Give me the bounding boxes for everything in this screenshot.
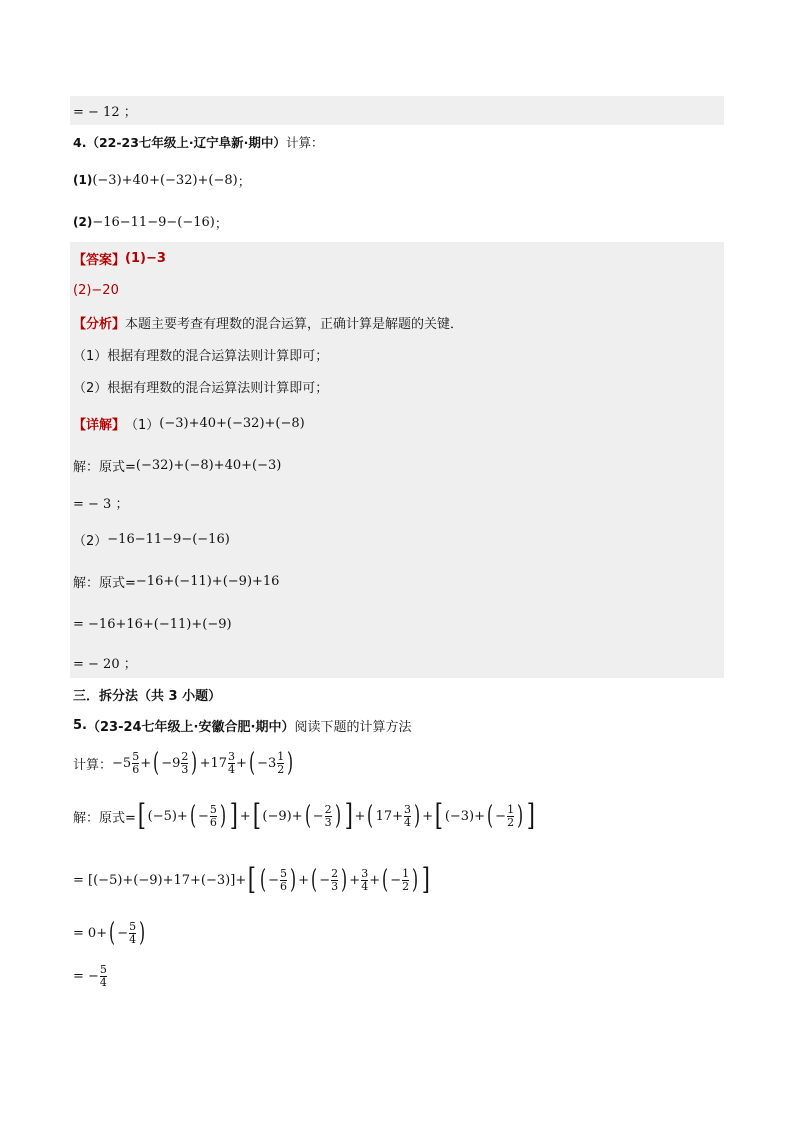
plus-sign: + bbox=[140, 755, 152, 771]
minus-sign: − bbox=[268, 872, 280, 888]
fraction-1-2: $\frac{1}{2}$ bbox=[507, 802, 515, 829]
question-5-number: 5. bbox=[73, 717, 87, 733]
detail-tag: 【详解】 bbox=[73, 417, 126, 433]
fraction-5-6: $\frac{5}{6}$ bbox=[280, 866, 288, 893]
left-bracket: [ bbox=[252, 798, 261, 833]
plus-sign: + bbox=[298, 872, 310, 888]
zero: 0 bbox=[87, 925, 97, 941]
q5-calc-prefix: 计算： bbox=[73, 757, 113, 773]
detail-part2-label: （2） bbox=[73, 533, 108, 549]
left-paren: ( bbox=[189, 801, 196, 831]
right-paren: ) bbox=[139, 918, 146, 948]
q5-calc-expression bbox=[112, 750, 295, 776]
question-5-step-3 bbox=[70, 914, 724, 952]
right-paren: ) bbox=[341, 865, 348, 895]
fraction-5-6: $\frac{5}{6}$ bbox=[209, 802, 217, 829]
analysis-text: 本题主要考查有理数的混合运算，正确计算是解题的关键． bbox=[125, 316, 464, 332]
question-5-calculation bbox=[70, 744, 724, 782]
left-paren: ( bbox=[304, 801, 311, 831]
plus-sign: +17 bbox=[199, 755, 228, 771]
q4-part1-expression: (−3)+40+(−32)+(−8) bbox=[92, 172, 238, 188]
detail-solution-2 bbox=[70, 560, 724, 602]
detail-result-2 bbox=[70, 646, 724, 678]
fraction-3-4: $\frac{3}{4}$ bbox=[228, 749, 236, 776]
q4-part1-label: (1) bbox=[73, 173, 93, 187]
plus-sign: + bbox=[349, 872, 361, 888]
left-paren: ( bbox=[153, 748, 160, 778]
q4-part1-end: ； bbox=[237, 174, 251, 190]
detail-solution-2-expression: −16+(−11)+(−9)+16 bbox=[135, 573, 280, 589]
fraction-5-6: $\frac{5}{6}$ bbox=[132, 749, 140, 776]
plus-sign: + bbox=[354, 808, 366, 824]
fraction-2-3: $\frac{2}{3}$ bbox=[331, 866, 339, 893]
analysis-point-1-text: （1）根据有理数的混合运算法则计算即可； bbox=[73, 348, 329, 364]
q4-part2-end: ； bbox=[214, 216, 228, 232]
equals-sign: = bbox=[73, 872, 89, 888]
right-paren: ) bbox=[517, 801, 524, 831]
term-neg-3: −3 bbox=[257, 755, 277, 771]
answer-line-1 bbox=[70, 242, 724, 274]
term: (−9)+ bbox=[262, 808, 303, 824]
plus-sign: + bbox=[422, 808, 434, 824]
detail-part2-expression: −16−11−9−(−16) bbox=[107, 531, 230, 547]
section-3-title bbox=[70, 682, 724, 706]
term: 17+ bbox=[375, 808, 404, 824]
term-neg-9: −9 bbox=[161, 755, 181, 771]
right-paren: ) bbox=[414, 801, 421, 831]
left-paren: ( bbox=[382, 865, 389, 895]
minus-sign: − bbox=[319, 872, 331, 888]
detail-part1-label: （1） bbox=[125, 417, 160, 433]
section-3-title-text: 三．拆分法（共 3 小题） bbox=[73, 688, 222, 704]
detail-line bbox=[70, 402, 724, 444]
left-paren: ( bbox=[259, 865, 267, 895]
question-5-step-4 bbox=[70, 958, 724, 994]
q5-step-3-expression bbox=[73, 920, 147, 946]
answer-1: (1)−3 bbox=[125, 250, 166, 266]
fraction-1-2: $\frac{1}{2}$ bbox=[402, 866, 410, 893]
q5-step-4-expression bbox=[73, 964, 108, 989]
fraction-5-4: $\frac{5}{4}$ bbox=[99, 962, 107, 989]
detail-part-2 bbox=[70, 518, 724, 560]
plus-sign: + bbox=[235, 872, 247, 888]
question-4-part-1 bbox=[70, 166, 724, 194]
plus-sign: + bbox=[369, 872, 381, 888]
question-4-header bbox=[70, 129, 724, 155]
q4-part2-expression: −16−11−9−(−16) bbox=[92, 214, 215, 230]
question-5-header bbox=[70, 713, 724, 737]
analysis-tag: 【分析】 bbox=[73, 316, 126, 332]
right-paren: ) bbox=[412, 865, 419, 895]
right-paren: ) bbox=[290, 865, 297, 895]
q4-part2-label: (2) bbox=[73, 215, 93, 229]
analysis-point-1 bbox=[70, 338, 724, 370]
detail-solution-1-prefix: 解：原式= bbox=[73, 459, 136, 475]
term: (−5)+ bbox=[147, 808, 188, 824]
detail-step-2-text: = −16+16+(−11)+(−9) bbox=[73, 616, 232, 632]
equals-sign: = − bbox=[73, 968, 99, 984]
left-paren: ( bbox=[248, 748, 256, 778]
fraction-2-3: $\frac{2}{3}$ bbox=[324, 802, 332, 829]
left-paren: ( bbox=[109, 918, 116, 948]
detail-result-1-text: = − 3 ； bbox=[73, 496, 129, 512]
answer-line-2 bbox=[70, 274, 724, 306]
minus-sign: − bbox=[312, 808, 324, 824]
question-5-step-2 bbox=[70, 858, 724, 902]
question-4-part-2 bbox=[70, 208, 724, 236]
question-4-number: 4. bbox=[73, 134, 87, 150]
analysis-line bbox=[70, 306, 724, 338]
right-bracket: ] bbox=[229, 798, 239, 833]
left-paren: ( bbox=[311, 865, 318, 895]
right-paren: ) bbox=[219, 801, 227, 831]
q5-step-2-expression bbox=[73, 862, 432, 897]
analysis-point-2-text: （2）根据有理数的混合运算法则计算即可； bbox=[73, 380, 329, 396]
detail-solution-1 bbox=[70, 444, 724, 486]
question-5-task: 阅读下题的计算方法 bbox=[294, 719, 412, 735]
previous-result-line bbox=[70, 96, 724, 125]
plus-sign: + bbox=[96, 925, 108, 941]
right-paren: ) bbox=[191, 748, 198, 778]
left-bracket: [ bbox=[137, 798, 146, 833]
answer-2: (2)−20 bbox=[73, 282, 119, 298]
minus-sign: − bbox=[197, 808, 209, 824]
fraction-2-3: $\frac{2}{3}$ bbox=[181, 749, 189, 776]
plus-sign: + bbox=[236, 755, 247, 771]
plus-sign: + bbox=[239, 808, 251, 824]
fraction-1-2: $\frac{1}{2}$ bbox=[277, 749, 285, 776]
fraction-5-4: $\frac{5}{4}$ bbox=[129, 919, 137, 946]
previous-result: = − 12 ； bbox=[73, 105, 137, 120]
detail-solution-1-expression: (−32)+(−8)+40+(−3) bbox=[135, 457, 282, 473]
left-bracket: [ bbox=[434, 798, 444, 833]
fraction-3-4: $\frac{3}{4}$ bbox=[361, 866, 369, 893]
left-paren: ( bbox=[487, 801, 494, 831]
detail-result-1 bbox=[70, 486, 724, 518]
fraction-3-4: $\frac{3}{4}$ bbox=[404, 802, 412, 829]
right-paren: ) bbox=[334, 801, 341, 831]
term-neg-5: −5 bbox=[112, 755, 132, 771]
equals-sign: = bbox=[73, 925, 84, 941]
minus-sign: − bbox=[117, 925, 129, 941]
q5-sol-expression bbox=[136, 798, 537, 833]
right-bracket: ] bbox=[526, 798, 536, 833]
detail-part1-expression: (−3)+40+(−32)+(−8) bbox=[159, 415, 305, 431]
q5-sol-prefix: 解：原式= bbox=[73, 810, 136, 826]
analysis-point-2 bbox=[70, 370, 724, 402]
question-5-solution bbox=[70, 796, 724, 836]
answer-tag: 【答案】 bbox=[73, 252, 126, 268]
term: (−3)+ bbox=[444, 808, 486, 824]
left-paren: ( bbox=[367, 801, 374, 831]
right-paren: ) bbox=[287, 748, 294, 778]
question-4-task: 计算： bbox=[285, 135, 324, 150]
minus-sign: − bbox=[390, 872, 402, 888]
minus-sign: − bbox=[495, 808, 507, 824]
left-bracket: [ bbox=[247, 862, 257, 897]
q5-step-2-group-1: [(−5)+(−9)+17+(−3)] bbox=[88, 872, 236, 888]
detail-step-2 bbox=[70, 602, 724, 646]
detail-solution-2-prefix: 解：原式= bbox=[73, 575, 136, 591]
right-bracket: ] bbox=[422, 862, 431, 897]
question-4-source: （22-23七年级上·辽宁阜新·期中） bbox=[86, 135, 286, 150]
question-5-source: （23-24七年级上·安徽合肥·期中） bbox=[86, 719, 295, 735]
right-bracket: ] bbox=[344, 798, 353, 833]
detail-result-2-text: = − 20 ； bbox=[73, 656, 137, 672]
